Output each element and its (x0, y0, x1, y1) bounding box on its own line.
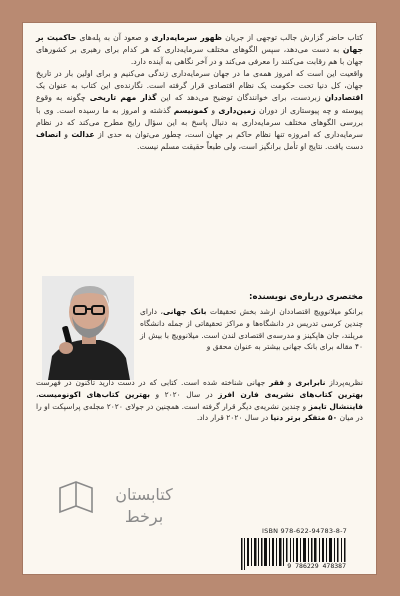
publisher-name-line-2: برخط (124, 507, 164, 526)
text: برانکو میلانوویچ اقتصاددان ارشد بخش تحقیقات (206, 307, 363, 316)
text: کتاب حاضر گزارش جالب توجهی از جریان (222, 33, 363, 42)
emphasis: فقر (269, 378, 285, 387)
book-description (36, 32, 363, 153)
emphasis: گذار مهم تاریخی (89, 93, 157, 103)
emphasis: ۵۰ متفکر برتر دنیا (270, 413, 338, 423)
text: واقعیت این است که امروز همه‌ی ما در جهان سرمایه‌داری زندگی می‌کنیم و برای اولین بار در تاریخ جهان، کل دنیا تحت حکومت یک نظام اقتصادی قرار گرفته است. نگارنده‌ی این کتاب به عنوان یک (36, 69, 363, 91)
author-photo (42, 276, 134, 380)
author-bio-part-1 (140, 306, 363, 353)
cover-panel (22, 22, 377, 575)
text: و (284, 378, 296, 387)
emphasis: نابرابری (295, 378, 326, 387)
emphasis: ظهور سرمایه‌داری (151, 33, 222, 42)
description-paragraph-1 (36, 32, 363, 68)
publisher-name-line-1: کتابستان (115, 485, 173, 504)
description-paragraph-2 (36, 68, 363, 153)
text: و (208, 105, 219, 115)
author-heading: مختصری درباره‌ی نویسنده: (249, 292, 363, 302)
emphasis: فایننشال تایمز (308, 401, 363, 411)
text: نظریه‌پرداز (325, 378, 363, 387)
emphasis: عدالت (71, 129, 95, 139)
isbn-label: ISBN 978-622-94783-8-7 (262, 527, 347, 535)
emphasis: حاکمیت بر جهان (36, 33, 363, 55)
text: و صعود آن به پله‌های (76, 33, 152, 42)
emphasis: اقتصاددان (324, 93, 363, 103)
text: و چندین نشریه‌ی دیگر قرار گرفته است. همچنین در جولای ۲۰۲۰ مجله‌ی پراسپکت او را در میان (36, 401, 363, 423)
text: گذشته و امروز به ما رسیده است. وی با بررسی الگوهای مختلف سرمایه‌داری به دنبال پاسخ به این سؤال رایج مطرح می‌کند که در نظام سرمایه‌داری که امروزه تنها نظام حاکم بر جهان است، چطور می‌توان به حدی از (36, 105, 363, 139)
emphasis: بهترین کتاب‌های نشریه‌ی فارن افرز (218, 389, 363, 399)
text: دست یافت. نتایج او تأمل برانگیز است، ولی طبعاً حقیقت مسلم نیست. (137, 141, 363, 151)
emphasis: بهترین کتاب‌های اکونومیست (38, 389, 150, 399)
text: و (60, 129, 72, 139)
text: در سال ۲۰۲۰ قرار داد. (196, 413, 271, 423)
publisher-logo (56, 472, 196, 536)
text: ، (36, 389, 39, 399)
text: جهانی شناخته شده است. کتابی که در دست دارید تاکنون در فهرست (36, 378, 270, 387)
book-icon (56, 472, 196, 536)
text: در سال ۲۰۲۰ و (150, 389, 219, 399)
emphasis: زمین‌داری (218, 105, 256, 115)
barcode-number: 9 786229 478387 (287, 562, 346, 570)
emphasis: کمونیسم (173, 105, 209, 115)
text: ، دارای چندین کرسی تدریس در دانشگاه‌ها و مراکز تحقیقاتی از جمله دانشگاه مریلند، جان هاپکینز و مدرسه‌ی اقتصادی لندن است. میلانوویچ با بیش از ۴۰ مقاله برای بانک جهانی بیشتر به عنوان محقق و (140, 307, 363, 352)
author-bio-part-2 (36, 377, 363, 424)
text: به دست می‌دهد، سپس الگوهای مختلف سرمایه‌داری که هر کدام برای رهبری بر کشورهای جهان با هم رقابت می‌کنند را معرفی می‌کند و در آخر نگاهی به آینده دارد. (36, 45, 363, 67)
text: زبردست، برای خوانندگان توضیح می‌دهد که این (156, 93, 325, 103)
emphasis: انصاف (36, 129, 61, 139)
author-portrait-image (42, 276, 134, 380)
emphasis: بانک جهانی (162, 307, 207, 316)
text: چگونه به وقوع پیوسته و چه پیوستاری از دوران (36, 93, 363, 115)
